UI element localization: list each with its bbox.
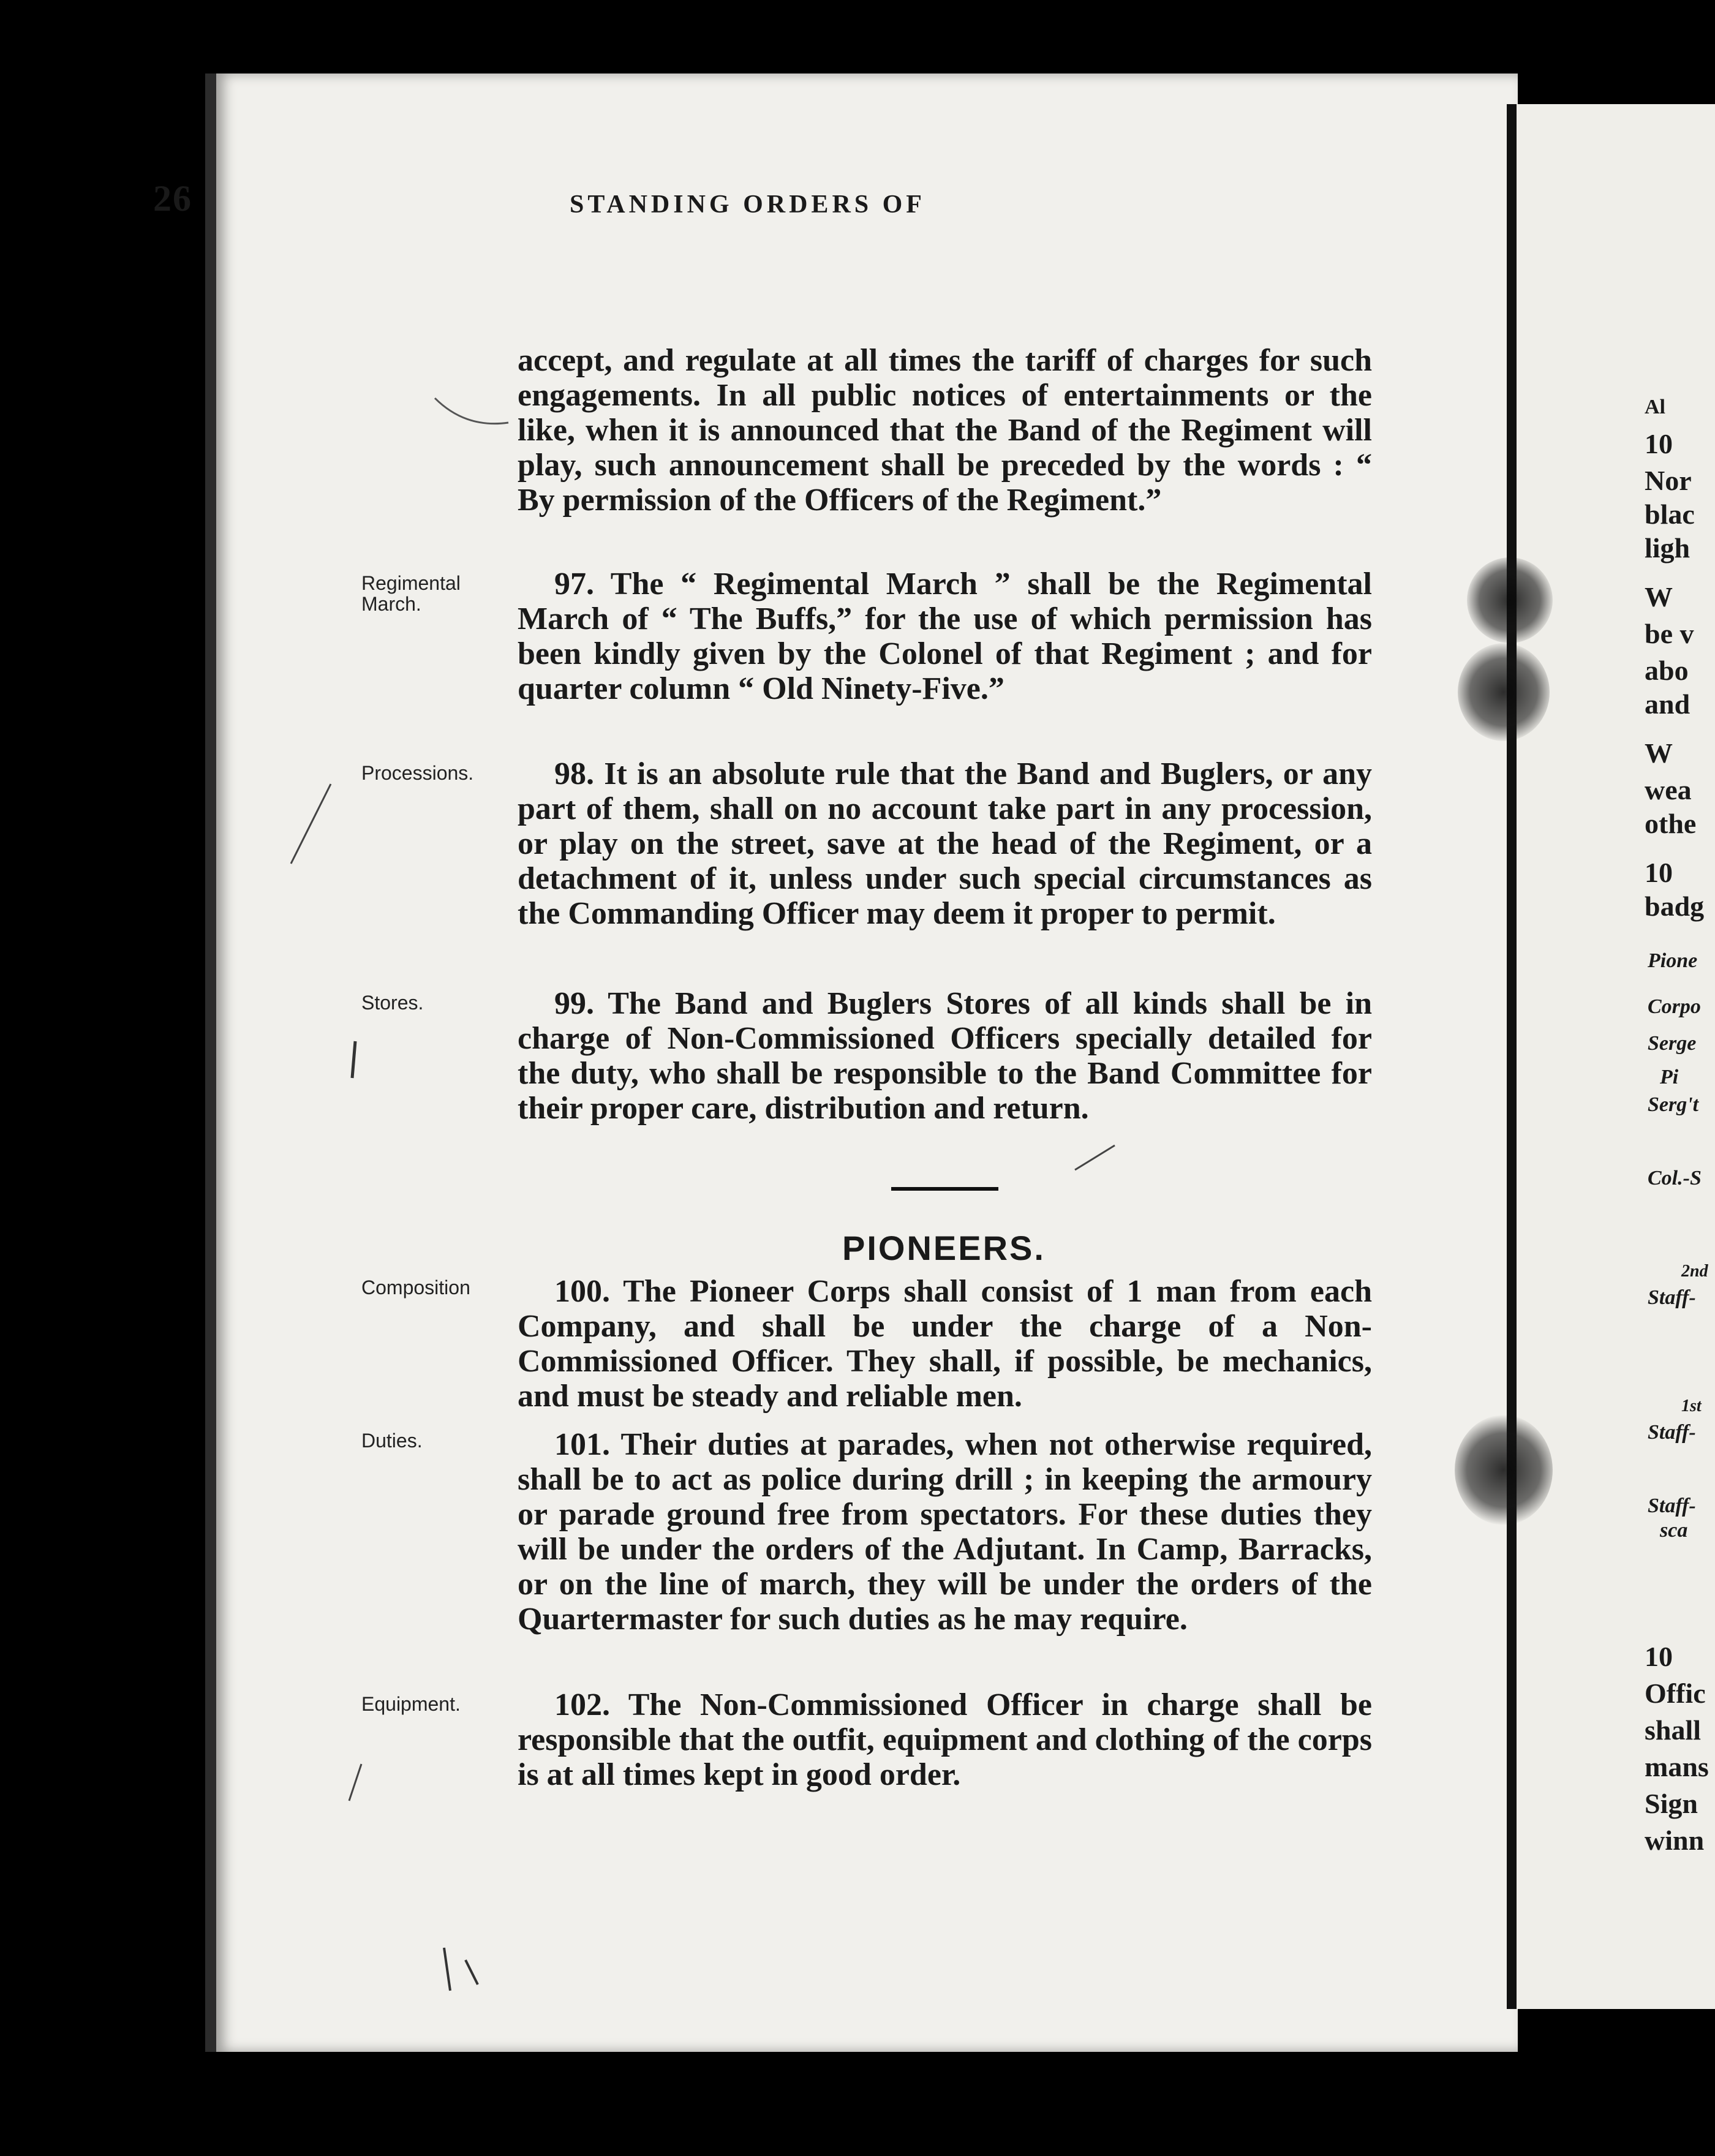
- next-page-text: Al: [1645, 396, 1665, 418]
- margin-note-duties: Duties.: [361, 1430, 423, 1452]
- paragraph-text: 100. The Pioneer Corps shall consist of 1 man from each Company, and shall be under the charge of a Non-Commissioned Officer. They shall, if possible, be mechanics, and must be steady and reliable men.: [518, 1274, 1372, 1414]
- ink-blot: [1467, 557, 1553, 643]
- next-page-text: abo: [1645, 655, 1689, 686]
- running-head: STANDING ORDERS OF: [570, 190, 925, 219]
- next-page-table-label: 2nd: [1681, 1262, 1708, 1281]
- section-heading-pioneers: PIONEERS.: [842, 1229, 1046, 1267]
- next-page-table-label: 1st: [1681, 1396, 1702, 1415]
- paragraph-text: 99. The Band and Buglers Stores of all kinds shall be in charge of Non-Commissioned Officers specially detailed for the duty, who shall be responsible to the Band Committee for their proper care, distribution and return.: [518, 986, 1372, 1126]
- next-page-text: badg: [1645, 891, 1705, 922]
- next-page-table-label: Pi: [1660, 1066, 1679, 1088]
- next-page-text: 10: [1645, 428, 1673, 459]
- next-page-text: 10: [1645, 857, 1673, 888]
- next-page-table-label: sca: [1660, 1519, 1688, 1542]
- next-page-table-label: Serg't: [1648, 1093, 1699, 1116]
- next-page-table-label: Staff-: [1648, 1421, 1696, 1444]
- next-page-text: wea: [1645, 774, 1692, 805]
- paragraph-text: 101. Their duties at parades, when not otherwise required, shall be to act as police during drill ; in keeping the armoury or parade ground free from spectators. For these duties they will be under the orders of the Adjutant. In Camp, Barracks, or on the line of march, they will be under the orders of the Quartermaster for such duties as he may require.: [518, 1427, 1372, 1637]
- next-page-text: blac: [1645, 499, 1695, 530]
- next-page-table-label: Corpo: [1648, 995, 1701, 1018]
- next-page-text: Sign: [1645, 1788, 1698, 1819]
- next-page-text: Nor: [1645, 465, 1692, 496]
- margin-note-processions: Processions.: [361, 762, 474, 784]
- scan-border: [0, 2052, 1715, 2156]
- next-page-table-label: Staff-: [1648, 1286, 1696, 1309]
- page-number: 26: [153, 178, 192, 219]
- margin-note-regimental-march: Regimental March.: [361, 572, 461, 615]
- next-page-text: othe: [1645, 808, 1697, 839]
- next-page-text: W: [1645, 581, 1673, 612]
- ink-blot: [1455, 1415, 1553, 1525]
- next-page-text: winn: [1645, 1825, 1705, 1856]
- margin-note-composition: Composition: [361, 1276, 470, 1298]
- continuation-paragraph: accept, and regulate at all times the tariff of charges for such engagements. In all public notices of entertainments or the like, when it is announced that the Band of the Regiment will play, such announcement shall be preceded by the words : “ By permission of the Officers of the Regiment.”: [518, 343, 1372, 518]
- next-page-table-label: Pione: [1648, 949, 1698, 972]
- next-page-table-label: Staff-: [1648, 1494, 1696, 1517]
- book-gutter: [1507, 104, 1517, 2009]
- paragraph-text: 98. It is an absolute rule that the Band and Buglers, or any part of them, shall on no account take part in any procession, or play on the street, save at the head of the Regiment, or a detachment of it, unless under such special circumstances as the Commanding Officer may deem it proper to permit.: [518, 756, 1372, 931]
- next-page-text: W: [1645, 737, 1673, 769]
- next-page-text: mans: [1645, 1751, 1709, 1782]
- next-page-text: ligh: [1645, 532, 1691, 564]
- paragraph-text: 102. The Non-Commissioned Officer in charge shall be responsible that the outfit, equipment and clothing of the corps is at all times kept in good order.: [518, 1687, 1372, 1792]
- next-page-text: Offic: [1645, 1678, 1706, 1709]
- next-page-table-label: Col.-S: [1648, 1167, 1702, 1189]
- margin-note-stores: Stores.: [361, 992, 424, 1014]
- next-page-text: be v: [1645, 618, 1694, 649]
- next-page-table-label: Serge: [1648, 1032, 1697, 1055]
- paragraph-text: 97. The “ Regimental March ” shall be the Regimental March of “ The Buffs,” for the use of which permission has been kindly given by the Colonel of that Regiment ; and for quarter column “ Old Ninety-Five.”: [518, 567, 1372, 706]
- margin-note-equipment: Equipment.: [361, 1693, 461, 1715]
- next-page-text: 10: [1645, 1641, 1673, 1672]
- ink-blot: [1458, 643, 1550, 741]
- next-page-text: shall: [1645, 1714, 1702, 1746]
- next-page-text: and: [1645, 688, 1691, 720]
